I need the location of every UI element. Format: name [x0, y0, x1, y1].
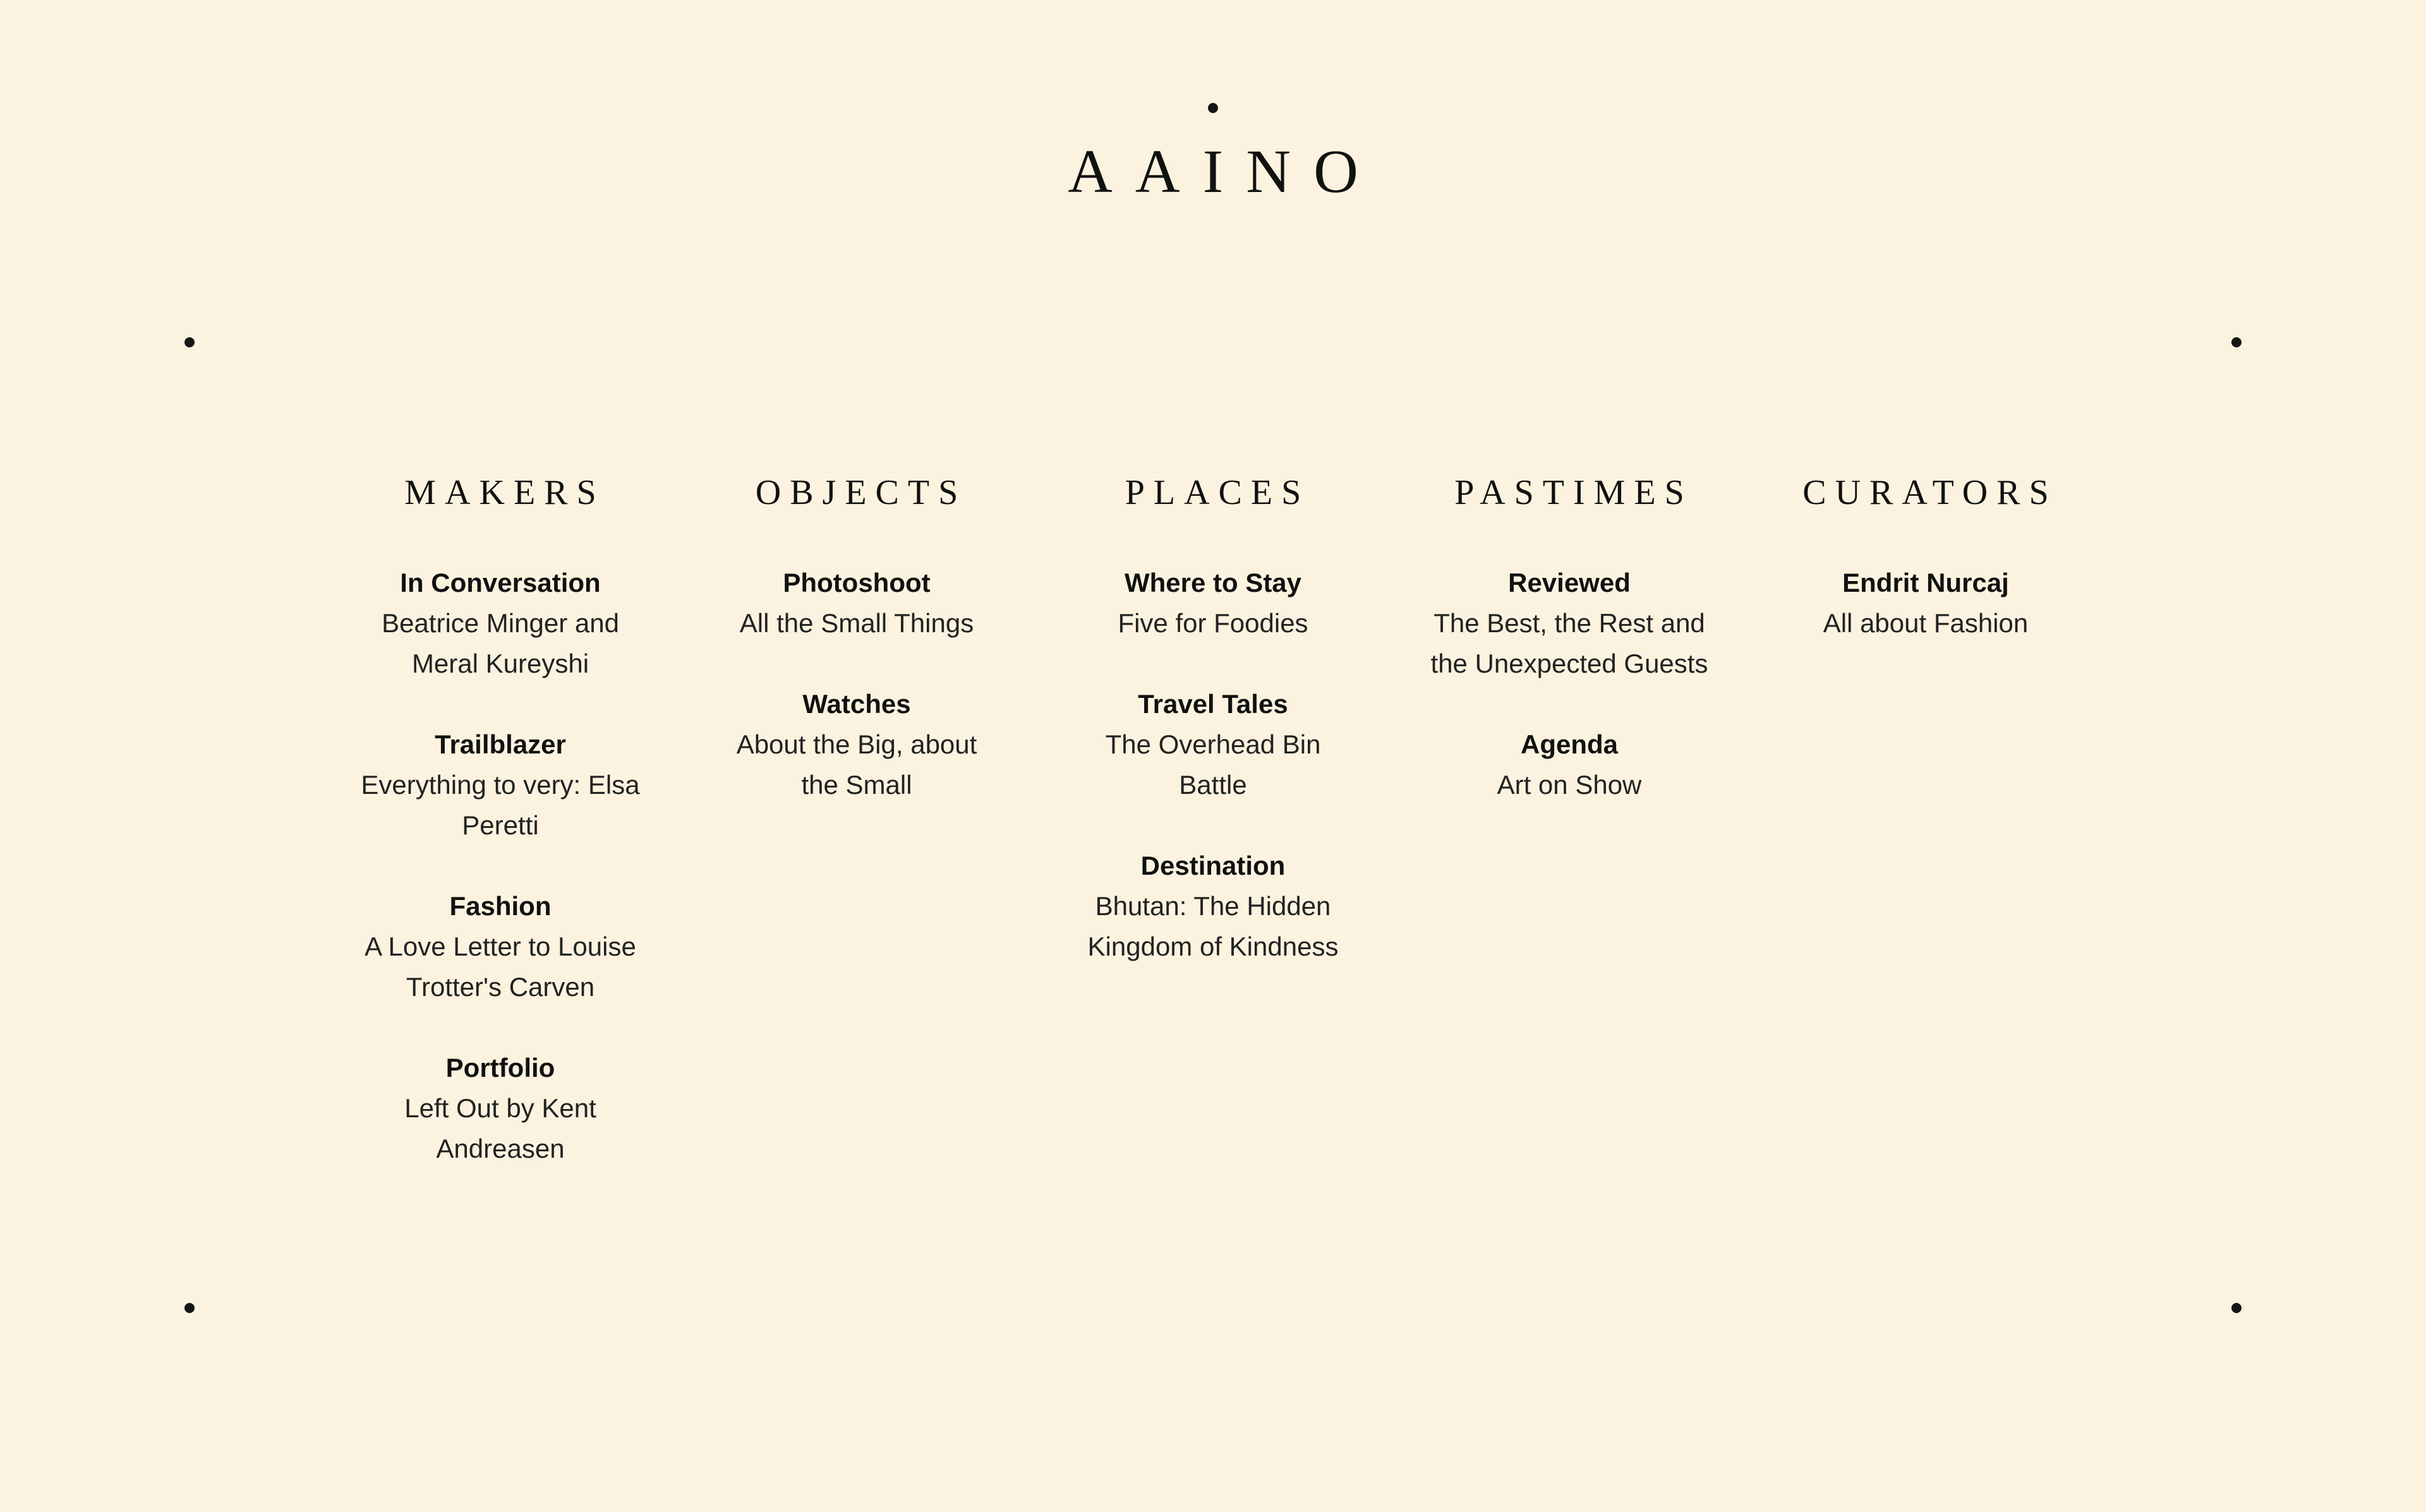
menu-item-title: Five for Foodies — [1118, 608, 1308, 638]
decorative-dot-top-left — [184, 337, 195, 347]
menu-item-kicker: Fashion — [449, 891, 552, 921]
decorative-dot-bottom-left — [184, 1303, 195, 1313]
menu-item-kicker: Where to Stay — [1124, 568, 1302, 597]
menu-item-title: Beatrice Minger and Meral Kureyshi — [382, 608, 619, 678]
menu-item-kicker: Travel Tales — [1138, 689, 1288, 719]
menu-heading-objects[interactable]: OBJECTS — [755, 473, 967, 512]
menu-item[interactable] — [715, 563, 999, 644]
menu-item[interactable] — [1783, 563, 2068, 644]
decorative-dot-bottom-right — [2231, 1303, 2242, 1313]
menu-item[interactable] — [715, 684, 999, 805]
menu-item-title: All the Small Things — [739, 608, 974, 638]
menu-heading-pastimes[interactable]: PASTIMES — [1454, 473, 1693, 512]
menu-column-pastimes — [1391, 471, 1747, 1209]
menu-item-kicker: Watches — [802, 689, 911, 719]
menu-item-kicker: In Conversation — [400, 568, 601, 597]
menu-heading-curators[interactable]: CURATORS — [1802, 473, 2058, 512]
menu-item-kicker: Photoshoot — [783, 568, 931, 597]
menu-item-kicker: Endrit Nurcaj — [1842, 568, 2009, 597]
menu-item[interactable] — [358, 1048, 643, 1169]
site-logo[interactable]: AAINO — [1068, 138, 1381, 206]
menu-item[interactable] — [1071, 563, 1355, 644]
menu-column-objects — [679, 471, 1035, 1209]
menu-heading-places[interactable]: PLACES — [1125, 473, 1310, 512]
main-menu — [322, 471, 2104, 1209]
menu-item-title: Everything to very: Elsa Peretti — [361, 770, 640, 840]
decorative-dot-top-right — [2231, 337, 2242, 347]
menu-column-places — [1035, 471, 1391, 1209]
menu-item[interactable] — [1071, 846, 1355, 967]
menu-item-title: The Overhead Bin Battle — [1105, 729, 1321, 800]
menu-heading-makers[interactable]: MAKERS — [404, 473, 605, 512]
menu-item[interactable] — [358, 563, 643, 684]
menu-item-kicker: Agenda — [1520, 729, 1618, 759]
menu-column-curators — [1747, 471, 2104, 1209]
decorative-dot-top — [1208, 103, 1218, 113]
menu-item-kicker: Portfolio — [445, 1053, 555, 1083]
menu-item-title: The Best, the Rest and the Unexpected Guests — [1430, 608, 1708, 678]
menu-item-title: Bhutan: The Hidden Kingdom of Kindness — [1087, 891, 1339, 961]
menu-item-title: Left Out by Kent Andreasen — [404, 1093, 596, 1163]
menu-item-kicker: Destination — [1140, 851, 1286, 880]
menu-item-kicker: Trailblazer — [435, 729, 566, 759]
menu-item-title: All about Fashion — [1823, 608, 2029, 638]
menu-item-kicker: Reviewed — [1508, 568, 1631, 597]
menu-item-title: A Love Letter to Louise Trotter's Carven — [365, 932, 636, 1002]
menu-item[interactable] — [358, 886, 643, 1007]
menu-column-makers — [322, 471, 679, 1209]
menu-item[interactable] — [1071, 684, 1355, 805]
menu-item[interactable] — [1427, 724, 1711, 805]
menu-item-title: Art on Show — [1497, 770, 1642, 800]
menu-item[interactable] — [358, 724, 643, 846]
menu-item-title: About the Big, about the Small — [736, 729, 977, 800]
menu-item[interactable] — [1427, 563, 1711, 684]
